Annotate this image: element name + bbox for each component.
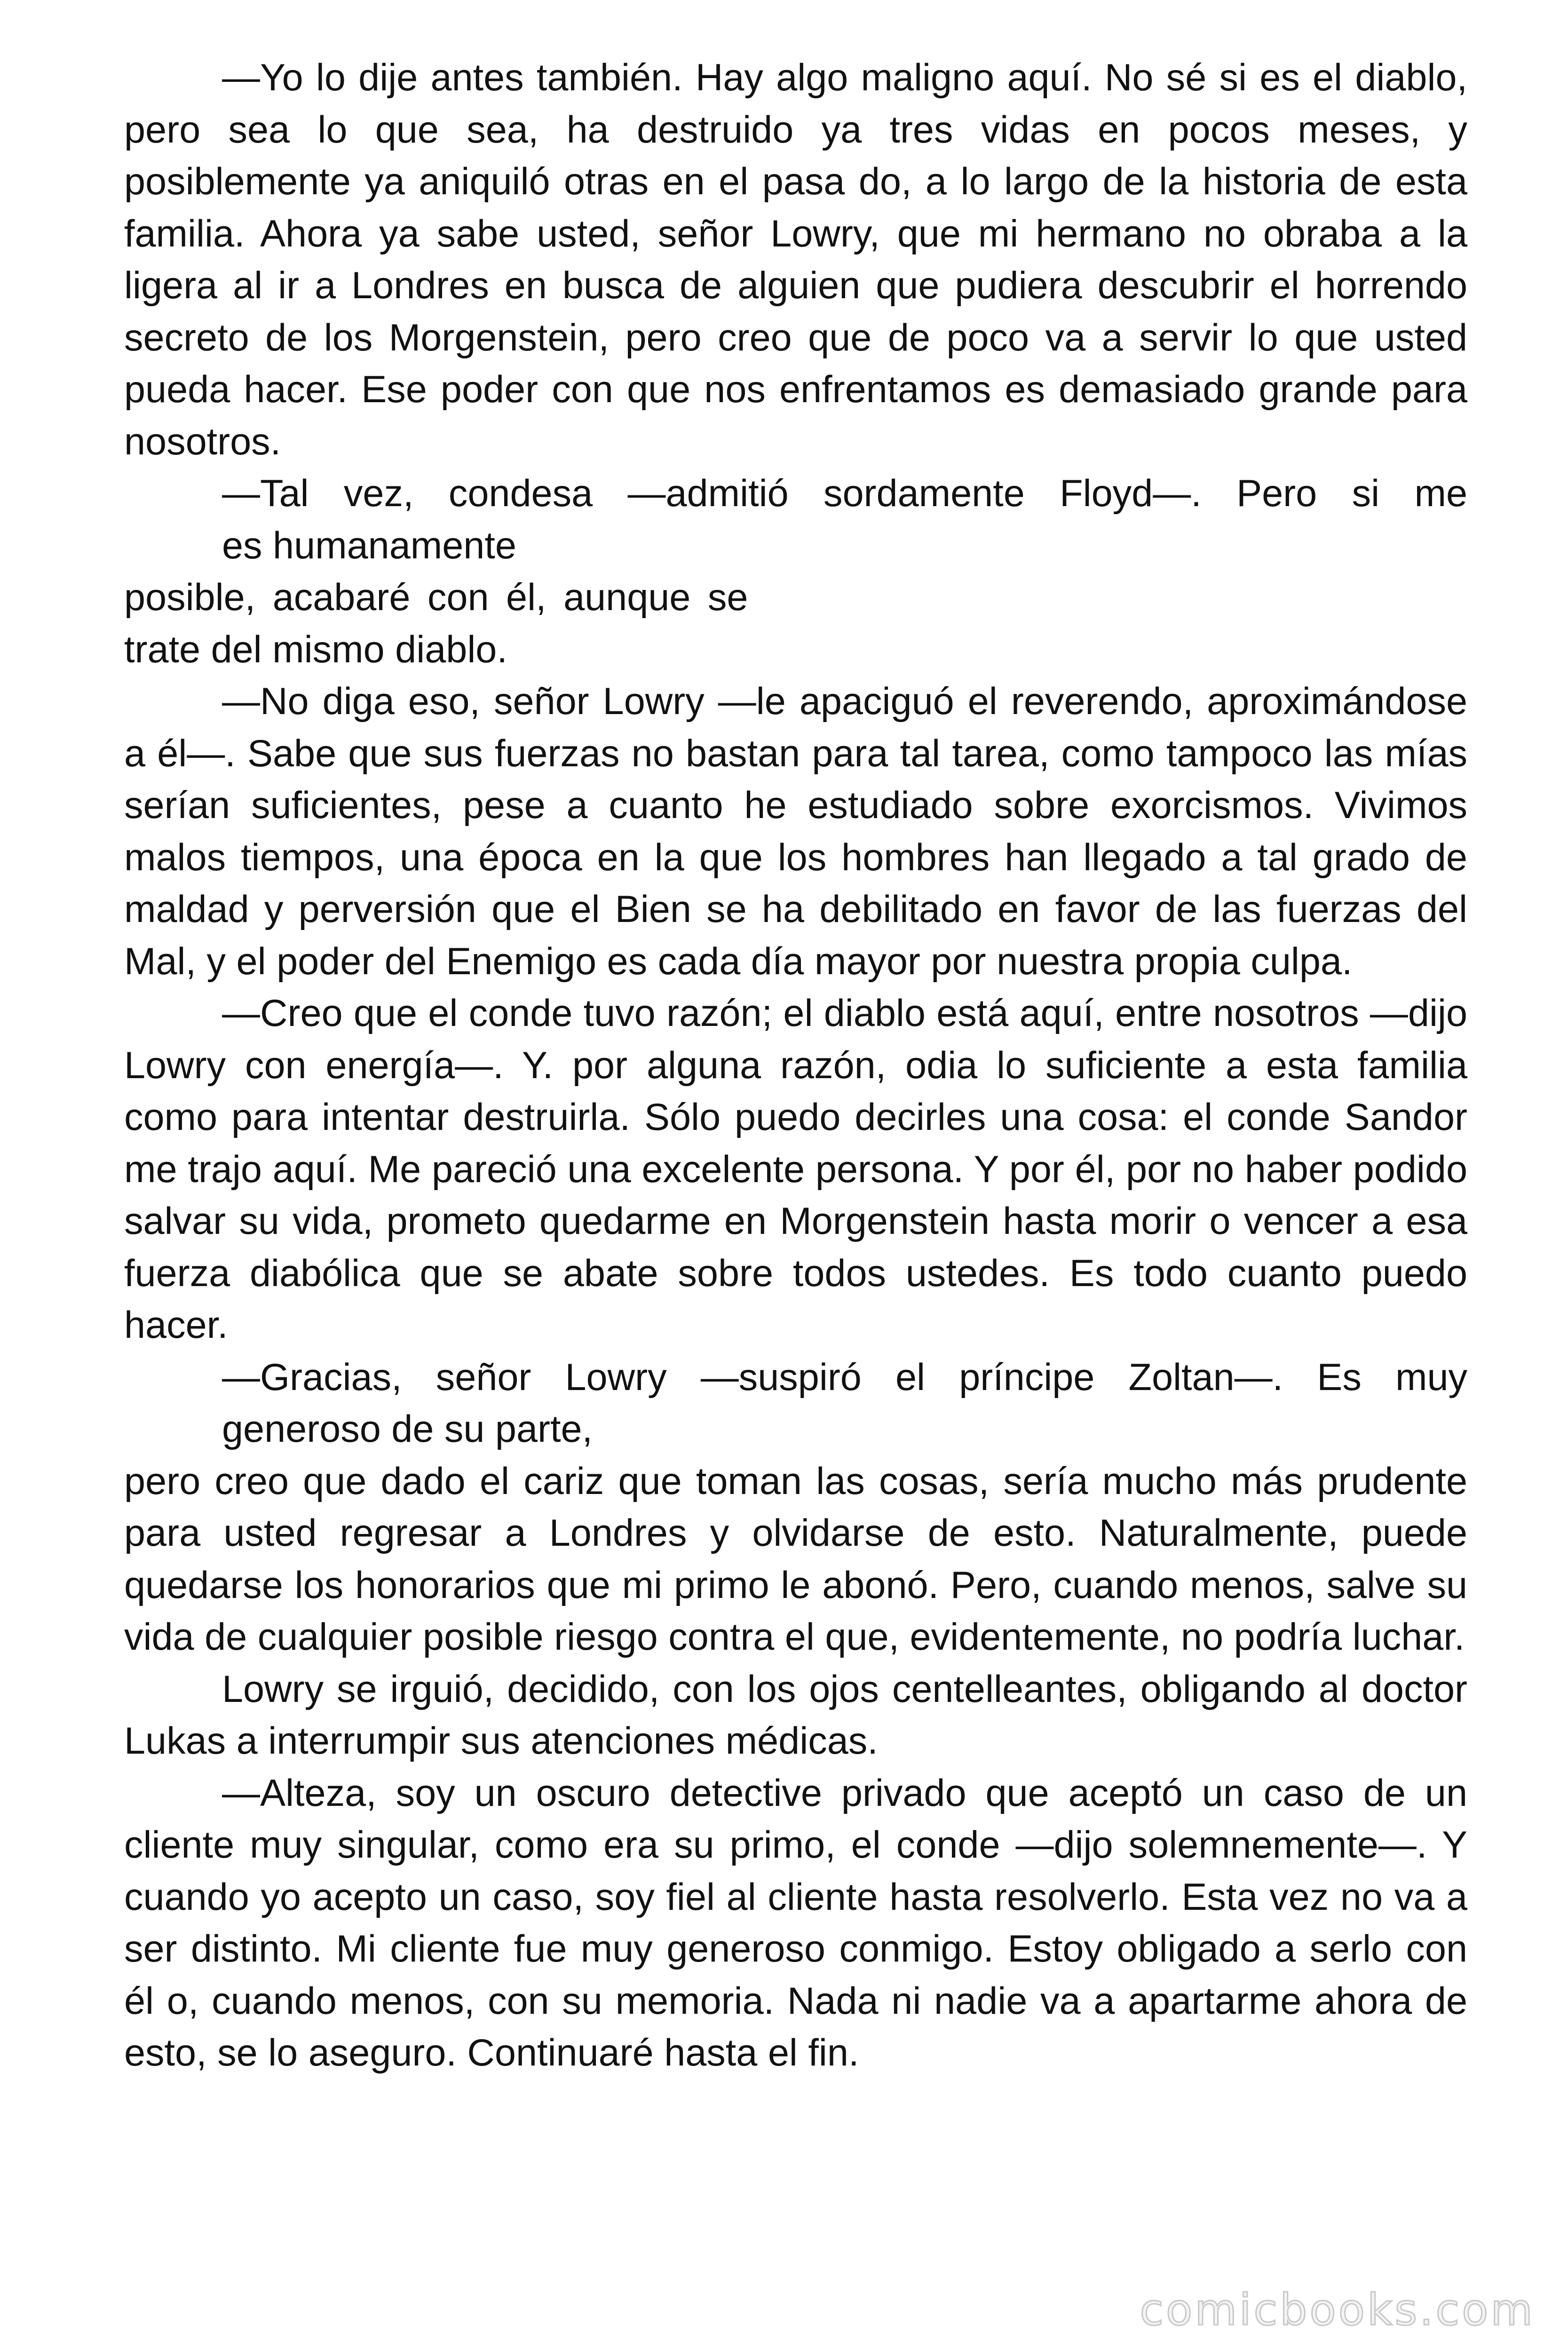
paragraph-line: trate del mismo diablo. xyxy=(124,628,507,671)
paragraph-text: —No diga eso, señor Lowry —le apaciguó el reverendo, aproximándose a él—. Sabe que sus fuerzas no bastan para tal tarea, como tampoco las mías serían suficientes, pese a cuanto he estudiado sobre exorcismos. Vivimos malos tiempos, una época en la que los hombres han llegado a tal grado de maldad y perversión que el Bien se ha debilitado en favor de las fuerzas del Mal, y el poder del Enemigo es cada día mayor por nuestra propia culpa. xyxy=(124,680,1467,983)
paragraph-line: posible, acabaré con él, aunque se xyxy=(124,576,748,619)
paragraph-2 xyxy=(124,468,1467,675)
paragraph-5 xyxy=(124,1351,1467,1663)
watermark: comicbooks.com xyxy=(1140,2285,1535,2335)
book-page xyxy=(124,52,1467,2272)
paragraph-text: —Yo lo dije antes también. Hay algo maligno aquí. No sé si es el diablo, pero sea lo que sea, ha destruido ya tres vidas en pocos meses, y posiblemente ya aniquiló otras en el pasa do, a lo largo de la historia de esta familia. Ahora ya sabe usted, señor Lowry, que mi hermano no obraba a la ligera al ir a Londres en busca de alguien que pudiera descubrir el horrendo secreto de los Morgenstein, pero creo que de poco va a servir lo que usted pueda hacer. Ese poder con que nos enfrentamos es demasiado grande para nosotros. xyxy=(124,56,1467,463)
paragraph-text: Lowry se irguió, decidido, con los ojos centelleantes, obligando al doctor Lukas a interrumpir sus atenciones médicas. xyxy=(124,1668,1467,1762)
paragraph-line: —Gracias, señor Lowry —suspiró el príncipe Zoltan—. Es muy xyxy=(222,1356,1467,1398)
paragraph-text: —Creo que el conde tuvo razón; el diablo está aquí, entre nosotros —dijo Lowry con energía—. Y. por alguna razón, odia lo suficiente a esta familia como para intentar destruirla. Sólo puedo decirles una cosa: el conde Sandor me trajo aquí. Me pareció una excelente persona. Y por él, por no haber podido salvar su vida, prometo quedarme en Morgenstein hasta morir o vencer a esa fuerza diabólica que se abate sobre todos ustedes. Es todo cuanto puedo hacer. xyxy=(124,992,1467,1346)
paragraph-1 xyxy=(124,52,1467,468)
paragraph-line: es humanamente xyxy=(222,524,516,567)
paragraph-text: pero creo que dado el cariz que toman las cosas, sería mucho más prudente para usted regresar a Londres y olvidarse de esto. Naturalmente, puede quedarse los honorarios que mi primo le abonó. Pero, cuando menos, salve su vida de cualquier posible riesgo contra el que, evidentemente, no podría luchar. xyxy=(124,1460,1467,1658)
paragraph-3 xyxy=(124,675,1467,987)
paragraph-7 xyxy=(124,1767,1467,2079)
paragraph-4 xyxy=(124,987,1467,1351)
paragraph-text: —Alteza, soy un oscuro detective privado que aceptó un caso de un cliente muy singular, como era su primo, el conde —dijo solemnemente—. Y cuando yo acepto un caso, soy fiel al cliente hasta resolverlo. Esta vez no va a ser distinto. Mi cliente fue muy generoso conmigo. Estoy obligado a serlo con él o, cuando menos, con su memoria. Nada ni nadie va a apartarme ahora de esto, se lo aseguro. Continuaré hasta el fin. xyxy=(124,1772,1467,2074)
paragraph-line: generoso de su parte, xyxy=(222,1408,593,1450)
paragraph-line: —Tal vez, condesa —admitió sordamente Floyd—. Pero si me xyxy=(222,472,1467,515)
paragraph-6 xyxy=(124,1663,1467,1767)
